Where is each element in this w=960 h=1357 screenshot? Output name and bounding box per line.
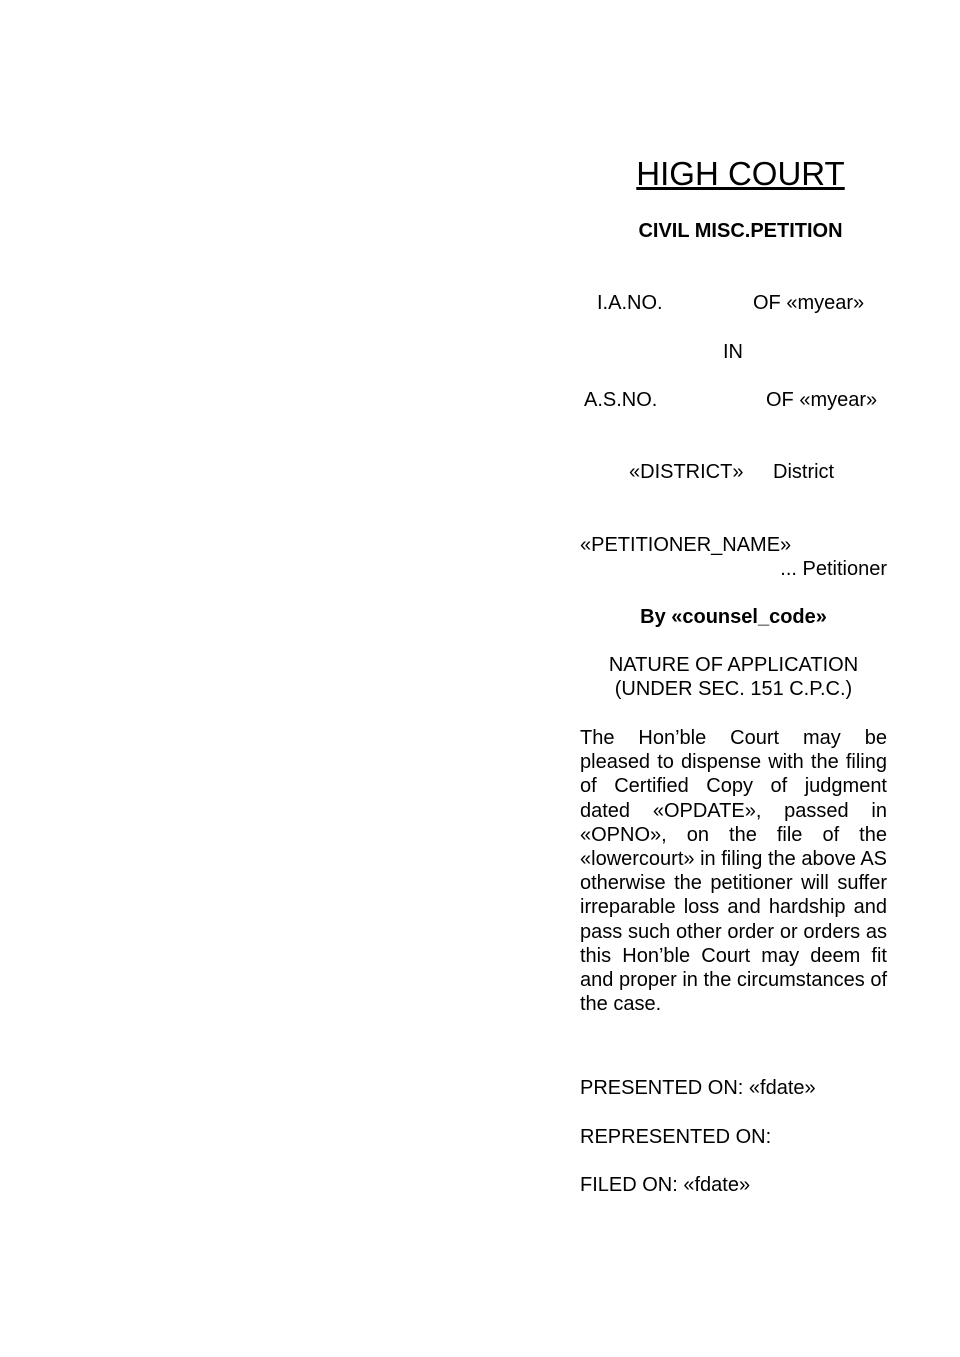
district-placeholder: «DISTRICT»: [629, 461, 744, 483]
in-label: IN: [723, 341, 743, 363]
as-number-label: A.S.NO.: [584, 389, 658, 411]
prayer-paragraph: The Hon’ble Court may be pleased to dispense with the filing of Certified Copy of judgment dated «OPDATE», passed in «OPNO», on the file of the «lowercourt» in filing the above AS otherwise the petitioner will suffer irreparable loss and hardship and pass such other order or orders as this Hon’ble Court may deem fit and proper in the circumstances of the case.: [580, 727, 887, 1016]
ia-number-label: I.A.NO.: [597, 292, 663, 314]
petitioner-label: ... Petitioner: [780, 558, 887, 580]
counsel-line: By «counsel_code»: [640, 606, 827, 628]
court-title: HIGH COURT: [636, 155, 845, 192]
nature-section: (UNDER SEC. 151 C.P.C.): [614, 678, 853, 700]
filed-on: FILED ON: «fdate»: [580, 1174, 751, 1196]
ia-year: OF «myear»: [753, 292, 865, 314]
represented-on: REPRESENTED ON:: [580, 1126, 772, 1148]
as-year: OF «myear»: [766, 389, 878, 411]
petition-type: CIVIL MISC.PETITION: [638, 220, 843, 242]
nature-heading: NATURE OF APPLICATION: [608, 654, 859, 676]
presented-on: PRESENTED ON: «fdate»: [580, 1077, 816, 1099]
district-label: District: [773, 461, 835, 483]
petitioner-name: «PETITIONER_NAME»: [580, 534, 792, 556]
